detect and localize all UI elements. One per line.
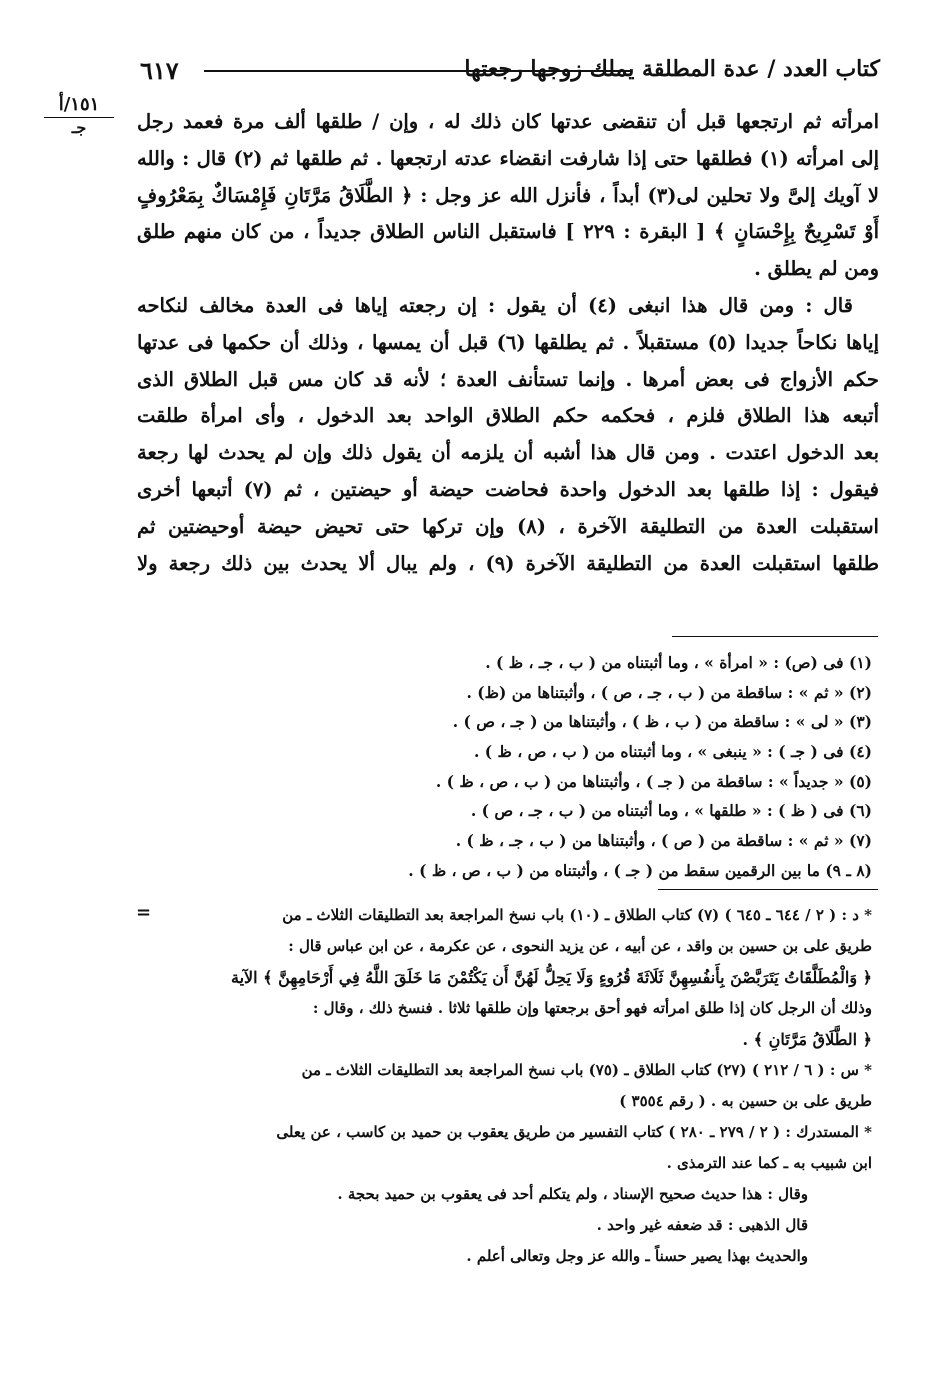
footnote: (١) فى (ص) : « امرأة » ، وما أثبتناه من ( ب ، جـ ، ظ ) .	[485, 653, 872, 672]
text-line: حكم الأزواج فى بعض أمرها . وإنما تستأنف العدة ؛ لأنه قد كان مس قبل الطلاق الذى	[137, 367, 879, 391]
footnote: (٨ ـ ٩) ما بين الرقمين سقط من ( جـ ) ، وأثبتناه من ( ب ، ص ، ظ ) .	[408, 860, 872, 880]
text-line: امرأته ثم ارتجعها قبل أن تنقضى عدتها كان ذلك له ، وإن / طلقها ألف مرة فعمد رجل	[137, 110, 879, 133]
footnote-rule	[672, 636, 878, 637]
page-header	[140, 56, 880, 90]
source-line: * المستدرك : ( ٢ / ٢٧٩ ـ ٢٨٠ ) كتاب التفسير من طريق يعقوب بن حميد بن كاسب ، عن يعلى	[276, 1123, 872, 1141]
text-line: قال : ومن قال هذا انبغى (٤) أن يقول : إن رجعته إياها فى العدة مخالف لنكاحه	[137, 293, 853, 317]
quran-verse-line: ﴿ وَالْمُطَلَّقَاتُ يَتَرَبَّصْنَ بِأَنفُسِهِنَّ ثَلَاثَةَ قُرُوءٍ وَلَا يَحِلُّ لَهُنَّ أَن يَكْتُمْنَ مَا خَلَقَ اللَّهُ فِي أَرْحَامِهِنَّ ﴾ الآية	[230, 968, 872, 987]
footnote: (٣) « لى » : ساقطة من ( ب ، ظ ) ، وأثبتناها من ( جـ ، ص ) .	[452, 712, 872, 732]
footnotes	[200, 648, 880, 886]
hadith-sources	[130, 900, 872, 1272]
source-line: وقال : هذا حديث صحيح الإسناد ، ولم يتكلم أحد فى يعقوب بن حميد بحجة .	[337, 1185, 808, 1203]
footnote: (٤) فى ( جـ ) : « ينبغى » ، وما أثبتناه من ( ب ، ص ، ظ ) .	[473, 742, 872, 762]
source-line: طريق على بن حسين بن واقد ، عن أبيه ، عن يزيد النحوى ، عن عكرمة ، عن ابن عباس قال :	[288, 937, 872, 955]
page-number: ٦١٧	[140, 56, 179, 85]
folio-manuscript-siglum: جـ	[71, 118, 87, 137]
source-line: ابن شبيب به ـ كما عند الترمذى .	[666, 1154, 872, 1172]
manuscript-folio-note	[44, 94, 114, 137]
text-line: ومن لم يطلق .	[754, 257, 879, 281]
text-line: بعد الدخول اعتدت . ومن قال هذا أشبه أن يلزمه أن يقول ذلك وإن لم يحدث لها رجعة	[137, 441, 879, 465]
source-line: قال الذهبى : قد ضعفه غير واحد .	[596, 1216, 808, 1234]
main-text	[137, 104, 879, 582]
text-line: فيقول : إذا طلقها بعد الدخول واحدة فحاضت حيضة أو حيضتين ، ثم (٧) أتبعها أخرى	[137, 477, 879, 501]
footnote: (٥) « جديداً » : ساقطة من ( جـ ) ، وأثبتناها من ( ب ، ص ، ظ ) .	[435, 771, 872, 791]
text-line: لا آويك إلىَّ ولا تحلين لى(٣) أبداً ، فأنزل الله عز وجل : ﴿ الطَّلَاقُ مَرَّتَانِ فَإِمْسَاكٌ بِمَعْرُوفٍ	[137, 183, 879, 207]
text-line: إياها نكاحاً جديدا (٥) مستقبلاً . ثم يطلقها (٦) قبل أن يمسها ، وذلك أن حكمها فى عدتها	[137, 330, 879, 354]
folio-number: ١٥١/أ	[44, 94, 114, 118]
text-line: إلى امرأته (١) فطلقها حتى إذا شارفت انقضاء عدته ارتجعها . ثم طلقها ثم (٢) قال : والله	[137, 146, 879, 170]
text-line: استقبلت العدة من التطليقة الآخرة ، (٨) وإن تركها حتى تحيض حيضة أوحيضتين ثم	[137, 514, 879, 538]
sources-rule	[658, 889, 878, 890]
source-line: * س : ( ٦ / ٢١٢ ) (٢٧) كتاب الطلاق ـ (٧٥) باب نسخ المراجعة بعد التطليقات الثلاث ـ من	[301, 1061, 872, 1079]
text-line: أتبعه هذا الطلاق فلزم ، فحكمه حكم الطلاق الواحد بعد الدخول ، وأى امرأة طلقت	[137, 404, 879, 428]
source-line: وذلك أن الرجل كان إذا طلق امرأته فهو أحق برجعتها وإن طلقها ثلاثا . فنسخ ذلك ، وقال :	[312, 999, 872, 1017]
source-line: طريق على بن حسين به . ( رقم ٣٥٥٤ )	[619, 1092, 872, 1110]
footnote: (٦) فى ( ظ ) : « طلقها » ، وما أثبتناه من ( ب ، جـ ، ص ) .	[470, 801, 872, 821]
quran-verse-line: ﴿ الطَّلَاقُ مَرَّتَانِ ﴾ .	[742, 1030, 872, 1049]
running-title: كتاب العدد / عدة المطلقة يملك زوجها رجعتها	[464, 56, 880, 82]
text-line: طلقها استقبلت العدة من التطليقة الآخرة (٩) ، ولم يبال ألا يحدث بين ذلك رجعة ولا	[137, 551, 879, 575]
text-line: أَوْ تَسْرِيحٌ بِإِحْسَانٍ ﴾ [ البقرة : ٢٢٩ ] فاستقبل الناس الطلاق جديداً ، من كان منهم طلق	[137, 220, 879, 244]
footnote: (٧) « ثم » : ساقطة من ( ص ) ، وأثبتناها من ( ب ، جـ ، ظ ) .	[455, 831, 872, 851]
source-line: والحديث بهذا يصير حسناً ـ والله عز وجل وتعالى أعلم .	[466, 1247, 808, 1265]
footnote: (٢) « ثم » : ساقطة من ( ب ، جـ ، ص ) ، وأثبتناها من (ظ) .	[466, 682, 872, 702]
source-line: * د : ( ٢ / ٦٤٤ ـ ٦٤٥ ) (٧) كتاب الطلاق ـ (١٠) باب نسخ المراجعة بعد التطليقات الثلاث ـ من	[282, 906, 872, 924]
continuation-marker: =	[136, 902, 152, 923]
